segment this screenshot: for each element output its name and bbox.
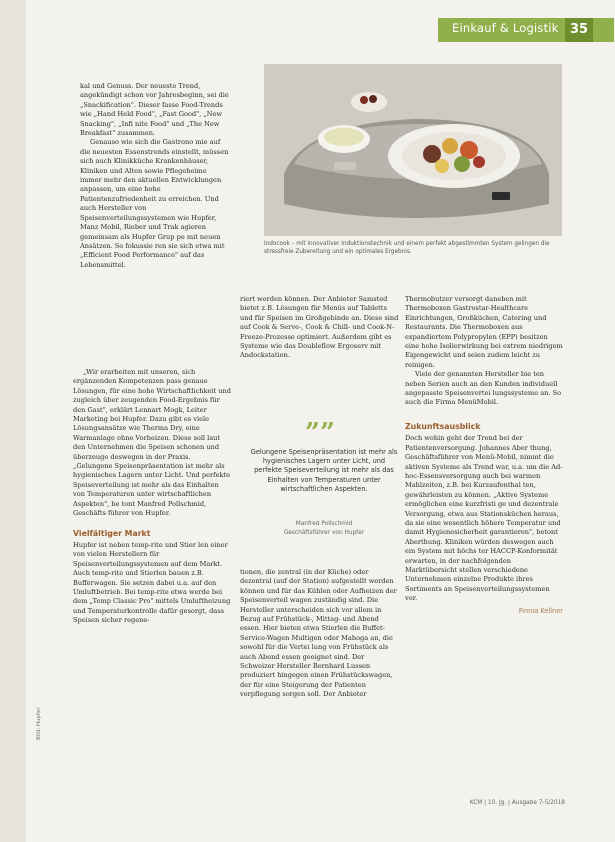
paragraph: „Wir erarbeiten mit unseren, sich ergänzenden Kompetenzen pass genaue Lösungen, für eine hohe Wirtschaftlichkeit und zugleich über zeugenden Food-Ergebnis für den Gast", erklärt Lennart Mogk, Leiter Marketing bei Hupfer. Dazu gibt es viele Lösungsansätze wie Therma Dry, eine Warmanlage ohne Vorheizen. Diese soll laut den Unternehmen die Speisen schonen und überzeuge deswegen in der Praxis. „Gelungene Speisenpräsentation ist mehr als hygienisches Lagern unter Licht. Und perfekte Speiseverteilung ist mehr als das Einhalten von Temperaturen unter wirtschaftlichen Aspekten", be tont Manfred Pollschmid, Geschäfts führer von Hupfer. bbox=[73, 368, 231, 518]
induction-cooker-illustration bbox=[264, 64, 562, 236]
photo-caption: Indocook – mit innovativer Induktionstechnik und einem perfekt abgestimmten System gelingen die stressfreie Zubereitung und ein optimales Ergebnis. bbox=[264, 241, 550, 255]
paragraph: Genauso wie sich die Gastrono mie auf die neuesten Essenstrends einstellt, müssen sich auch Klinikküche Krankenhäuser, Kliniken und Alten sowie Pflegeheime immer mehr den aktuellen Entwicklungen anpassen, um eine hohe Patientenzufriedenheit zu erreichen. Und auch Hersteller von Speisenverteilungssystemen wie Hupfer, Manz Mobil, Rieber und Trak agieren gemeinsam als Hupfer Grup pe mit neuen Ansätzen. So fokussie ren sie sich etwa mit „Efficient Food Performance" auf das Lebensmittel. bbox=[80, 138, 229, 269]
paragraph: riert werden können. Der Anbieter Samsted bietet z.B. Lösungen für Menüs auf Tabletts und für Speisen im Großgebinde an. Diese sind auf Cook & Serve-, Cook & Chill- und Cook-N-Freeze-Prozesse optimiert. Außerdem gibt es Systeme wie das Doubleflow Ergoserv mit Andockstation. bbox=[240, 295, 399, 360]
product-photo bbox=[264, 64, 562, 236]
paragraph: Thermobutzer versorgt daneben mit Thermoboxen Gastrostar-Healthcare Einrichtungen, Großküchen, Catering und Restaurants. Die Thermoboxen aus expandiertem Polypropylen (EPP) besitzen eine hohe Isolierwirkung bei extrem niedrigem Eigengewicht und seien zudem leicht zu reinigen. bbox=[405, 295, 563, 369]
author-byline: Finnia Kellner bbox=[518, 606, 563, 615]
column-2-top bbox=[240, 295, 400, 361]
paragraph: Viele der genannten Hersteller bie ten neben Serien auch an den Kunden individuell angepasste Speisenvertei lungssysteme an. So auch die Firma MenüMobil. bbox=[405, 370, 562, 407]
author-name: Manfred Pollschmid bbox=[295, 521, 353, 527]
page-gutter bbox=[0, 0, 26, 842]
pull-quote-author bbox=[248, 520, 400, 537]
paragraph: Doch wohin geht der Trend bei der Patientenversorgung. Johannes Aber thung, Geschäftsführer von Menü-Mobil, nimmt die aktiven Systeme als Trend war, u.a. um die Ad-hoc-Essensversorgung auch bei warmen Mahlzeiten, z.B. bei Kurzaufenthal ten, gewährleisten zu können. „Aktive Systeme ermöglichen eine kurzfristi ge und dezentrale Versorgung, etwa aus Stationsküchen heraus, da sie eine wesentlich höhere Temperatur und damit Hygienesicherheit garantieren", betont Aberthung. Kliniken würden deswegen auch ein System mit höchs ter HACCP-Konformität erwarten, in der nachfolgenden Marktübersicht stellen verschiedene Unternehmen einzelne Produkte ihres Sortiments an Speisenverteilungssystemen vor. bbox=[405, 434, 563, 603]
page-number: 35 bbox=[565, 18, 593, 42]
paragraph: Hupfer ist neben temp-rite und Stier len einer von vielen Herstellern für Speisenverteilungssystemen auf dem Markt. Auch temp-rite und Stierlen bauen z.B. Bufferwagen. Sie setzen dabei u.a. auf den Umluftbetrieb. Bei temp-rite etwa werde bei dem „Temp Classic Pro" mittels Umluftheizung und Temperaturkontrolle dafür gesorgt, dass Speisen sicher regene- bbox=[73, 540, 231, 625]
paragraph: kal und Genuss. Der neueste Trend, angekündigt schon vor Jahresbeginn, sei die „Snackification". Dieser fasse Food-Trends wie „Hand Held Food", „Fast Good", „New Snacking", „Infi nite Food" und „The New Breakfast" zusammen. bbox=[80, 82, 229, 138]
paragraph: tionen, die zentral (in der Küche) oder dezentral (auf der Station) aufgestellt werden können und für das Kühlen oder Aufheizen der Speisenverteil wagen zuständig sind. Die Hersteller unterscheiden sich vor allem in Bezug auf Frühstück-, Mittag- und Abend essen. Hier bieten etwa Stierlen die Buffet-Service-Wagen Multigen oder Mahoga an, die sowohl für die Vertei lung von Frühstück als auch Abend essen geeignet sind. Der Schweizer Hersteller Bernhard Lussen produziert hingegen einen Frühstückswagen, der für eine Steigerung der Patienten verpflegung sorgen soll. Der Anbieter bbox=[240, 568, 397, 699]
column-3 bbox=[405, 295, 563, 616]
pull-quote: Gelungene Speisenpräsentation ist mehr als hygienisches Lagern unter Licht, und perfekte Speiseverteilung ist mehr als das Einhalten von Temperaturen unter wirtschaftlichen Aspekten. bbox=[250, 448, 398, 493]
author-role: Geschäftsführer von Hupfer bbox=[283, 529, 365, 536]
subheading-outlook: Zukunftsausblick bbox=[405, 421, 481, 431]
page-footer: KCM | 10. Jg. | Ausgabe 7-5/2018 bbox=[469, 800, 565, 806]
quote-mark-icon: ”” bbox=[305, 418, 335, 448]
subheading-market: Vielfältiger Markt bbox=[73, 528, 151, 538]
column-1-top bbox=[80, 82, 230, 270]
column-2-bottom bbox=[240, 568, 400, 700]
photo-credit: Bild: Hupfer bbox=[36, 707, 42, 740]
section-title: Einkauf & Logistik bbox=[452, 21, 559, 35]
column-1-bottom bbox=[73, 368, 231, 626]
